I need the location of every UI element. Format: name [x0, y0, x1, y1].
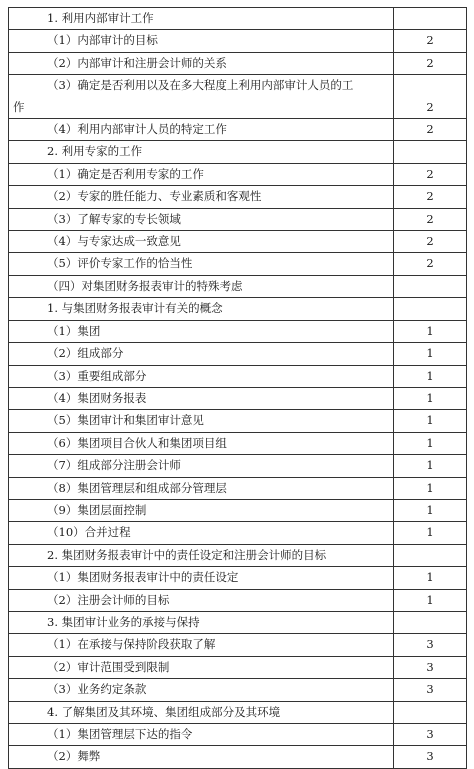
topic-text: （4）利用内部审计人员的特定工作 — [47, 122, 227, 137]
level-cell: 1 — [394, 589, 467, 611]
topic-text: （3）重要组成部分 — [47, 368, 147, 383]
topic-cell — [9, 75, 394, 119]
topic-text: （1）在承接与保持阶段获取了解 — [47, 637, 216, 652]
topic-cell — [9, 119, 394, 141]
level-cell — [394, 8, 467, 30]
topic-cell — [9, 30, 394, 52]
topic-text: （2）注册会计师的目标 — [47, 592, 170, 607]
level-cell: 1 — [394, 477, 467, 499]
table-row — [9, 343, 467, 365]
topic-cell — [9, 275, 394, 297]
level-cell: 2 — [394, 163, 467, 185]
topic-cell — [9, 52, 394, 74]
level-cell: 1 — [394, 455, 467, 477]
level-cell: 3 — [394, 679, 467, 701]
table-row — [9, 746, 467, 768]
table-row — [9, 119, 467, 141]
level-cell — [394, 611, 467, 633]
topic-cell — [9, 343, 394, 365]
topic-text: （2）专家的胜任能力、专业素质和客观性 — [47, 189, 262, 204]
level-cell — [394, 298, 467, 320]
table-row — [9, 477, 467, 499]
topic-cell — [9, 679, 394, 701]
table-row — [9, 679, 467, 701]
level-cell: 2 — [394, 253, 467, 275]
topic-text: （2）审计范围受到限制 — [47, 659, 170, 674]
topic-text: （1）集团 — [47, 323, 101, 338]
table-row — [9, 432, 467, 454]
table-row — [9, 365, 467, 387]
level-cell — [394, 141, 467, 163]
table-row — [9, 656, 467, 678]
topic-cell — [9, 589, 394, 611]
table-row — [9, 75, 467, 119]
level-cell: 1 — [394, 410, 467, 432]
topic-text: （2）舞弊 — [47, 749, 101, 764]
topic-text: （四）对集团财务报表审计的特殊考虑 — [47, 278, 243, 293]
topic-cell — [9, 186, 394, 208]
table-row — [9, 253, 467, 275]
level-cell: 1 — [394, 387, 467, 409]
topic-cell — [9, 410, 394, 432]
topic-text: （4）与专家达成一致意见 — [47, 234, 181, 249]
topic-cell — [9, 208, 394, 230]
table-row — [9, 634, 467, 656]
table-row — [9, 544, 467, 566]
table-row — [9, 163, 467, 185]
topic-cell — [9, 499, 394, 521]
topic-cell — [9, 477, 394, 499]
topic-cell — [9, 656, 394, 678]
topic-cell — [9, 253, 394, 275]
table-row — [9, 8, 467, 30]
topic-text: （7）组成部分注册会计师 — [47, 458, 181, 473]
topic-cell — [9, 387, 394, 409]
level-cell: 2 — [394, 52, 467, 74]
level-cell — [394, 544, 467, 566]
table-row — [9, 589, 467, 611]
table-row — [9, 410, 467, 432]
topic-cell — [9, 724, 394, 746]
table-row — [9, 141, 467, 163]
topic-text: 2. 利用专家的工作 — [47, 144, 143, 159]
table-row — [9, 724, 467, 746]
table-row — [9, 208, 467, 230]
topic-text-line2: 作 — [13, 99, 25, 114]
topic-cell — [9, 522, 394, 544]
level-cell: 1 — [394, 320, 467, 342]
syllabus-table — [8, 7, 467, 769]
level-cell: 3 — [394, 656, 467, 678]
topic-cell — [9, 8, 394, 30]
level-cell: 3 — [394, 746, 467, 768]
topic-text: 1. 利用内部审计工作 — [47, 11, 154, 25]
topic-cell — [9, 455, 394, 477]
topic-text: （2）组成部分 — [47, 346, 124, 361]
topic-text: （5）集团审计和集团审计意见 — [47, 413, 204, 428]
level-cell: 1 — [394, 522, 467, 544]
table-row — [9, 387, 467, 409]
topic-text: （1）内部审计的目标 — [47, 33, 158, 48]
topic-cell — [9, 432, 394, 454]
topic-cell — [9, 701, 394, 723]
level-cell: 1 — [394, 499, 467, 521]
level-cell: 2 — [394, 119, 467, 141]
table-row — [9, 298, 467, 320]
level-cell: 1 — [394, 432, 467, 454]
topic-cell — [9, 141, 394, 163]
topic-cell — [9, 298, 394, 320]
level-cell: 2 — [394, 208, 467, 230]
topic-cell — [9, 231, 394, 253]
table-row — [9, 522, 467, 544]
topic-cell — [9, 320, 394, 342]
topic-cell — [9, 544, 394, 566]
topic-text: （5）评价专家工作的恰当性 — [47, 256, 193, 271]
topic-text: 3. 集团审计业务的承接与保持 — [47, 614, 200, 629]
topic-cell — [9, 567, 394, 589]
level-cell: 2 — [394, 30, 467, 52]
level-cell: 1 — [394, 343, 467, 365]
topic-text: （1）集团管理层下达的指令 — [47, 727, 193, 741]
topic-text: 4. 了解集团及其环境、集团组成部分及其环境 — [47, 704, 281, 719]
table-row — [9, 186, 467, 208]
topic-cell — [9, 746, 394, 768]
topic-cell — [9, 163, 394, 185]
level-cell: 2 — [394, 186, 467, 208]
topic-text: （10）合并过程 — [47, 525, 131, 540]
topic-text-line1: （3）确定是否利用以及在多大程度上利用内部审计人员的工 — [47, 78, 354, 93]
level-cell: 3 — [394, 724, 467, 746]
table-row — [9, 30, 467, 52]
table-row — [9, 231, 467, 253]
level-cell — [394, 275, 467, 297]
table-row — [9, 567, 467, 589]
table-row — [9, 701, 467, 723]
topic-text: （4）集团财务报表 — [47, 390, 147, 405]
table-row — [9, 320, 467, 342]
topic-text: （8）集团管理层和组成部分管理层 — [47, 480, 227, 495]
level-cell — [394, 701, 467, 723]
topic-text: （3）了解专家的专长领域 — [47, 211, 181, 226]
topic-text: （1）集团财务报表审计中的责任设定 — [47, 570, 239, 585]
level-cell: 1 — [394, 567, 467, 589]
topic-text: 2. 集团财务报表审计中的责任设定和注册会计师的目标 — [47, 547, 327, 562]
topic-cell — [9, 611, 394, 633]
level-cell: 3 — [394, 634, 467, 656]
table-row — [9, 499, 467, 521]
topic-text: （1）确定是否利用专家的工作 — [47, 166, 204, 181]
level-cell: 1 — [394, 365, 467, 387]
table-row — [9, 52, 467, 74]
table-row — [9, 275, 467, 297]
topic-text: （2）内部审计和注册会计师的关系 — [47, 55, 227, 70]
topic-text: （3）业务约定条款 — [47, 682, 147, 697]
level-cell: 2 — [394, 231, 467, 253]
topic-text: （9）集团层面控制 — [47, 502, 147, 517]
level-cell: 2 — [394, 75, 467, 119]
topic-cell — [9, 365, 394, 387]
topic-text: （6）集团项目合伙人和集团项目组 — [47, 435, 227, 450]
topic-text: 1. 与集团财务报表审计有关的概念 — [47, 301, 223, 316]
topic-cell — [9, 634, 394, 656]
table-row — [9, 455, 467, 477]
table-row — [9, 611, 467, 633]
